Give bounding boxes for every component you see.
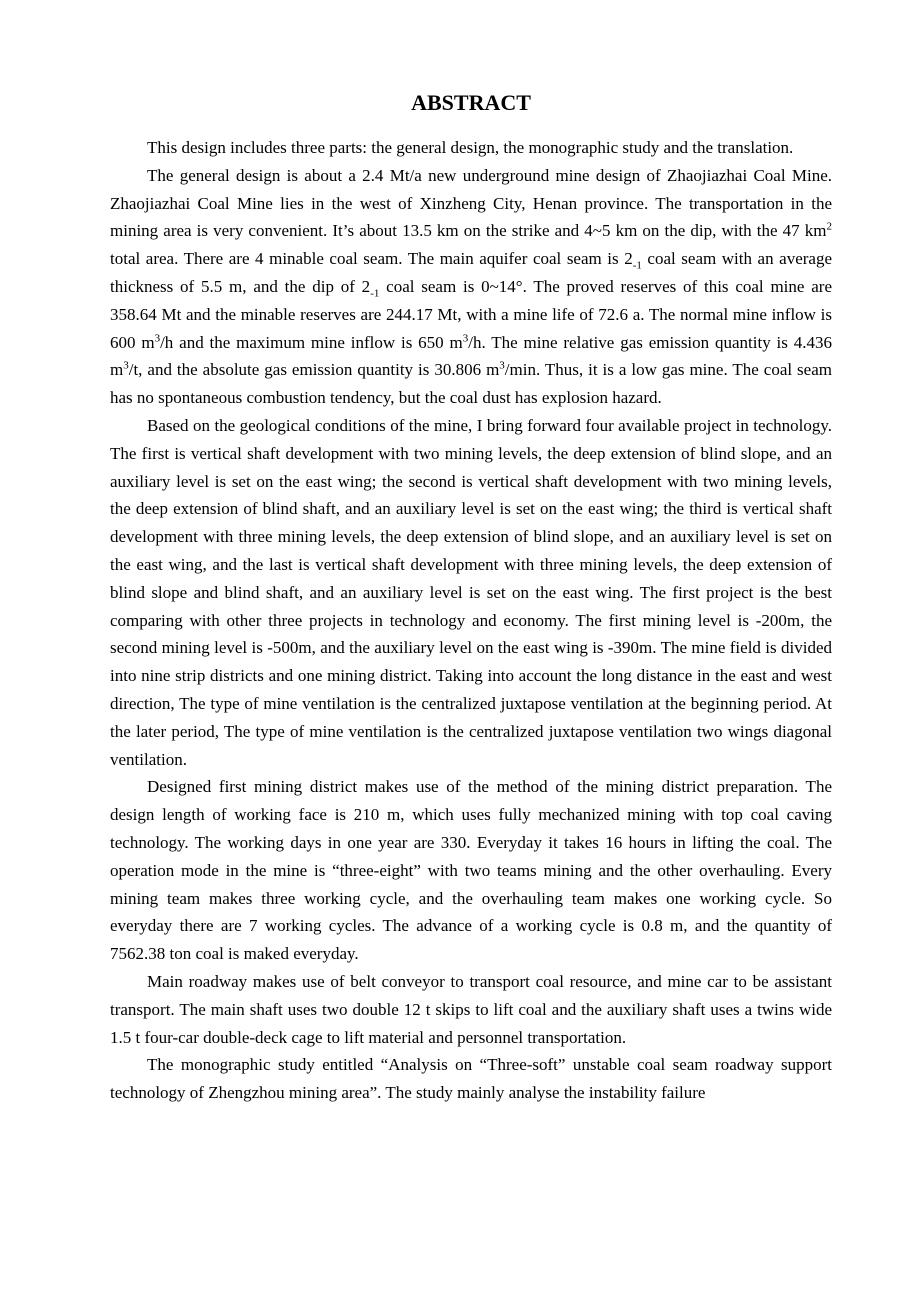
paragraph-text: /h. The mine relative gas emission quantity is 4.436 m xyxy=(110,332,832,380)
paragraph-text: The monographic study entitled “Analysis on “Three-soft” unstable coal seam roadway support technology of Zhengzhou mining area”. The study mainly analyse the instability failure xyxy=(110,1055,832,1103)
superscript: 2 xyxy=(826,220,832,233)
paragraph-text: /t, and the absolute gas emission quantity is 30.806 m xyxy=(128,360,500,380)
paragraph-text: The general design is about a 2.4 Mt/a new underground mine design of Zhaojiazhai Coal Mine. Zhaojiazhai Coal Mine lies in the west of Xinzheng City, Henan province. The transportation in the mining area is very convenient. It’s about 13.5 km on the strike and 4~5 km on the dip, with the 47 km xyxy=(110,165,832,241)
paragraph-text: total area. There are 4 minable coal seam. The main aquifer coal seam is 2 xyxy=(110,249,633,269)
paragraph-text: Based on the geological conditions of the mine, I bring forward four available project in technology. The first is vertical shaft development with two mining levels, the deep extension of blind slope, and an auxiliary level is set on the east wing; the second is vertical shaft development with two mining levels, the deep extension of blind shaft, and an auxiliary level is set on the east wing; the third is vertical shaft development with three mining levels, the deep extension of blind slope, and an auxiliary level is set on the east wing, and the last is vertical shaft development with three mining levels, the deep extension of blind slope and blind shaft, and an auxiliary level is set on the east wing. The first project is the best comparing with other three projects in technology and economy. The first mining level is -200m, the second mining level is -500m, and the auxiliary level on the east wing is -390m. The mine field is divided into nine strip districts and one mining district. Taking into account the long distance in the east and west direction, The type of mine ventilation is the centralized juxtapose ventilation at the beginning period. At the later period, The type of mine ventilation is the centralized juxtapose ventilation two wings diagonal ventilation. xyxy=(110,415,832,769)
paragraph-text: /h and the maximum mine inflow is 650 m xyxy=(160,332,463,352)
paragraph-text: coal seam with an average thickness of 5.5 m, and the dip of 2 xyxy=(110,249,833,296)
superscript: 3 xyxy=(123,359,129,372)
abstract-page xyxy=(110,90,832,1107)
superscript: 3 xyxy=(462,331,469,344)
paragraph-text: coal seam is 0~14°. The proved reserves of this coal mine are 358.64 Mt and the minable reserves are 244.17 Mt, with a mine life of 72.6 a. The normal mine inflow is 600 m xyxy=(110,276,832,352)
paragraph-transport xyxy=(110,968,832,1051)
superscript: 3 xyxy=(154,331,161,344)
paragraph-text: This design includes three parts: the general design, the monographic study and the translation. xyxy=(147,138,794,157)
superscript: 3 xyxy=(499,359,505,372)
paragraph-monographic-study xyxy=(110,1051,832,1107)
paragraph-text: Main roadway makes use of belt conveyor to transport coal resource, and mine car to be assistant transport. The main shaft uses two double 12 t skips to lift coal and the auxiliary shaft uses a twins wide 1.5 t four-car double-deck cage to lift material and personnel transportation. xyxy=(110,971,832,1047)
subscript: -1 xyxy=(370,287,380,300)
abstract-title: ABSTRACT xyxy=(411,90,531,115)
paragraph-intro xyxy=(110,134,832,162)
paragraph-general-design xyxy=(110,162,832,412)
subscript: -1 xyxy=(632,259,642,272)
paragraph-text: Designed first mining district makes use of the method of the mining district preparation. The design length of working face is 210 m, which uses fully mechanized mining with top coal caving technology. The working days in one year are 330. Everyday it takes 16 hours in lifting the coal. The operation mode in the mine is “three-eight” with two teams mining and the other overhauling. Every mining team makes three working cycle, and the overhauling team makes one working cycle. So everyday there are 7 working cycles. The advance of a working cycle is 0.8 m, and the quantity of 7562.38 ton coal is maked everyday. xyxy=(110,777,832,964)
paragraph-development-projects xyxy=(110,412,832,773)
paragraph-text: /min. Thus, it is a low gas mine. The coal seam has no spontaneous combustion tendency, but the coal dust has explosion hazard. xyxy=(110,360,832,408)
paragraph-mining-district xyxy=(110,773,832,968)
